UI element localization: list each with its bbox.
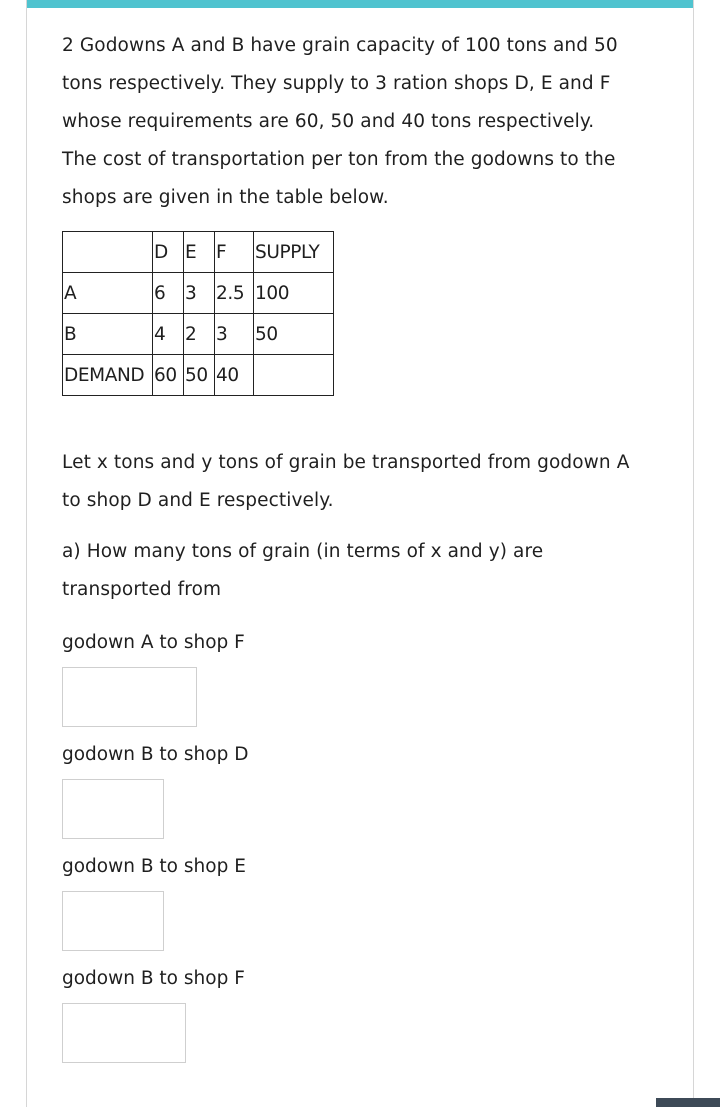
table-cell xyxy=(254,355,334,396)
table-row xyxy=(63,273,334,314)
table-header-f: F xyxy=(215,232,254,273)
part-a-line: a) How many tons of grain (in terms of x and y) are xyxy=(62,541,544,562)
answer-input-b-to-f[interactable] xyxy=(62,1003,186,1063)
table-cell: 2.5 xyxy=(215,273,254,314)
table-cell: 4 xyxy=(153,314,184,355)
table-row xyxy=(63,314,334,355)
table-header-supply: SUPPLY xyxy=(254,232,334,273)
label-b-to-f: godown B to shop F xyxy=(62,968,245,989)
label-b-to-e: godown B to shop E xyxy=(62,856,246,877)
corner-tab[interactable] xyxy=(656,1098,720,1107)
table-cell: 3 xyxy=(215,314,254,355)
answer-input-b-to-d[interactable] xyxy=(62,779,164,839)
table-cell: 60 xyxy=(153,355,184,396)
table-cell: 50 xyxy=(254,314,334,355)
table-row xyxy=(63,355,334,396)
table-row-label: B xyxy=(63,314,153,355)
table-header-row xyxy=(63,232,334,273)
label-b-to-d: godown B to shop D xyxy=(62,744,249,765)
table-cell: 50 xyxy=(184,355,215,396)
table-row-label: DEMAND xyxy=(63,355,153,396)
table-cell: 40 xyxy=(215,355,254,396)
label-a-to-f: godown A to shop F xyxy=(62,632,245,653)
assumption-paragraph xyxy=(62,444,672,520)
intro-line: The cost of transportation per ton from the godowns to the xyxy=(62,149,616,170)
cost-table xyxy=(62,231,334,396)
intro-line: tons respectively. They supply to 3 ration shops D, E and F xyxy=(62,73,611,94)
accent-bar xyxy=(27,0,693,8)
table-header-d: D xyxy=(153,232,184,273)
assumption-line: Let x tons and y tons of grain be transported from godown A xyxy=(62,452,630,473)
part-a-line: transported from xyxy=(62,579,222,600)
answer-input-b-to-e[interactable] xyxy=(62,891,164,951)
assumption-line: to shop D and E respectively. xyxy=(62,490,334,511)
question-card xyxy=(26,0,694,1107)
intro-line: whose requirements are 60, 50 and 40 tons respectively. xyxy=(62,111,595,132)
table-cell: 6 xyxy=(153,273,184,314)
table-header-e: E xyxy=(184,232,215,273)
table-cell: 100 xyxy=(254,273,334,314)
intro-line: shops are given in the table below. xyxy=(62,187,389,208)
question-content xyxy=(62,27,672,1063)
table-cell: 2 xyxy=(184,314,215,355)
part-a-prompt xyxy=(62,533,672,609)
answer-input-a-to-f[interactable] xyxy=(62,667,197,727)
table-cell xyxy=(63,232,153,273)
table-row-label: A xyxy=(63,273,153,314)
table-cell: 3 xyxy=(184,273,215,314)
intro-paragraph xyxy=(62,27,672,217)
intro-line: 2 Godowns A and B have grain capacity of 100 tons and 50 xyxy=(62,35,618,56)
